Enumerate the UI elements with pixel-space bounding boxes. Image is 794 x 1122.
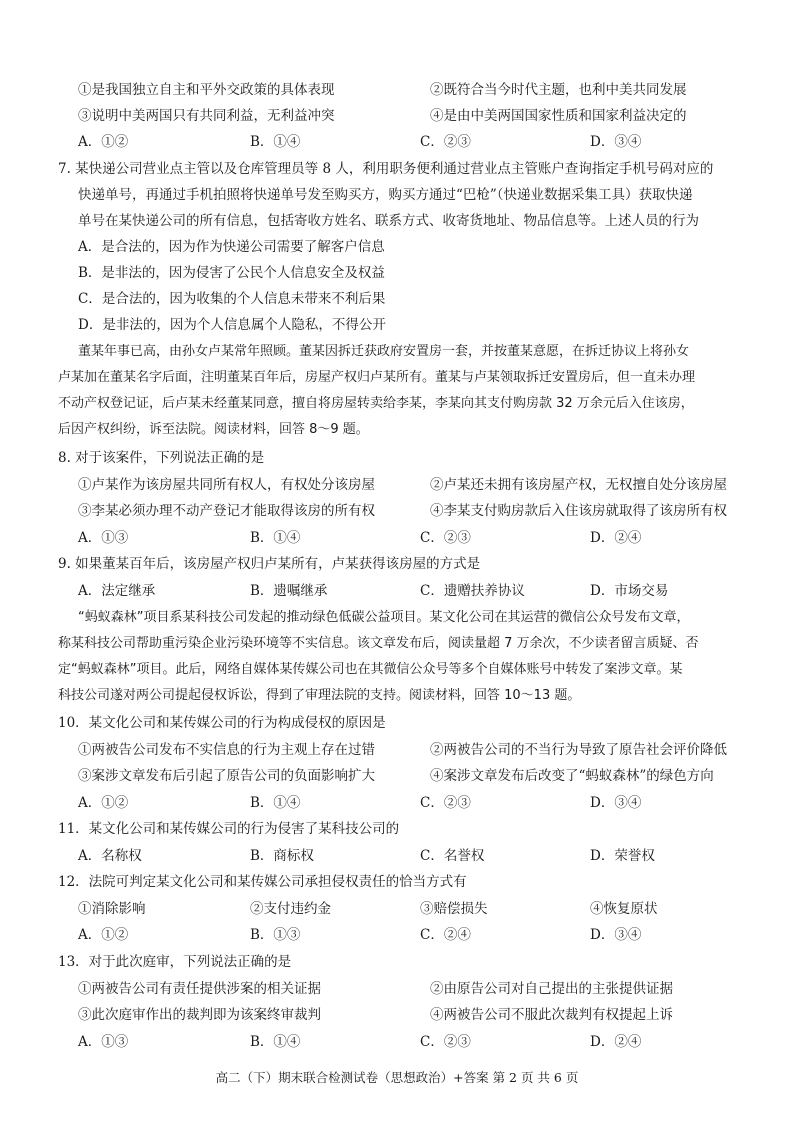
q7-option-a: A．是合法的，因为作为快递公司需要了解客户信息 [78,239,385,255]
q10-option-b: B．①④ [250,795,301,811]
material-1-line-4: 后因产权纠纷，诉至法院。阅读材料，回答 8～9 题。 [58,422,369,437]
q13-option-b: B．①④ [250,1034,301,1050]
q8-option-b: B．①④ [250,530,301,546]
q6-option-c: C．②③ [420,134,471,150]
q12-item-2: ②支付违约金 [250,901,331,917]
q13-option-a: A．①③ [78,1034,129,1050]
q10-statement-2: ②两被告公司的不当行为导致了原告社会评价降低 [430,742,727,758]
q12-option-b: B．①③ [250,927,301,943]
q6-statement-3: ③说明中美两国只有共同利益，无利益冲突 [78,108,335,124]
q7-option-d: D．是非法的，因为个人信息属个人隐私，不得公开 [78,317,386,333]
q7-option-c: C．是合法的，因为收集的个人信息未带来不利后果 [78,291,386,307]
q12-option-c: C．②④ [420,927,471,943]
q7-stem-line-2: 快递单号，再通过手机拍照将快递单号发至购买方，购买方通过“巴枪”（快递业数据采集工具）获取快递 [78,187,693,203]
q11-option-a: A．名称权 [78,848,142,864]
q12-item-3: ③赔偿损失 [420,901,488,917]
q6-statement-4: ④是由中美两国国家性质和国家利益决定的 [430,108,687,124]
q11-option-d: D．荣誉权 [590,848,655,864]
q8-option-d: D．②④ [590,530,642,546]
q6-statement-1: ①是我国独立自主和平外交政策的具体表现 [78,82,335,98]
q8-stem: 8. 对于该案件，下列说法正确的是 [58,450,265,466]
q8-option-a: A．①③ [78,530,129,546]
q10-stem: 10．某文化公司和某传媒公司的行为构成侵权的原因是 [58,715,386,731]
q10-statement-3: ③案涉文章发布后引起了原告公司的负面影响扩大 [78,768,375,784]
q9-option-c: C．遗赠扶养协议 [420,583,525,599]
q10-option-a: A．①② [78,795,129,811]
material-1-line-2: 卢某加在董某名字后面，注明董某百年后，房屋产权归卢某所有。董某与卢某领取拆迁安置房后，但一直未办理 [58,370,696,385]
q12-stem: 12．法院可判定某文化公司和某传媒公司承担侵权责任的恰当方式有 [58,874,467,890]
q13-option-c: C．②③ [420,1034,471,1050]
q8-statement-3: ③李某必须办理不动产登记才能取得该房的所有权 [78,503,375,519]
q7-option-b: B．是非法的，因为侵害了公民个人信息安全及权益 [78,265,385,281]
material-2-line-4: 科技公司遂对两公司提起侵权诉讼，得到了审理法院的支持。阅读材料，回答 10～13 题。 [58,688,581,703]
q6-statement-2: ②既符合当今时代主题，也利中美共同发展 [430,82,687,98]
q10-option-c: C．②③ [420,795,471,811]
q13-statement-1: ①两被告公司有责任提供涉案的相关证据 [78,981,321,997]
q9-option-b: B．遗嘱继承 [250,583,328,599]
q9-option-a: A．法定继承 [78,583,156,599]
q8-statement-4: ④李某支付购房款后入住该房就取得了该房所有权 [430,503,727,519]
q8-option-c: C．②③ [420,530,471,546]
q11-option-b: B．商标权 [250,848,314,864]
q11-stem: 11．某文化公司和某传媒公司的行为侵害了某科技公司的 [58,821,400,837]
q10-option-d: D．③④ [590,795,642,811]
material-2-line-1: “蚂蚁森林”项目系某科技公司发起的推动绿色低碳公益项目。某文化公司在其运营的微信公众号发布文章， [78,610,690,625]
q11-option-c: C．名誉权 [420,848,485,864]
material-1-line-1: 董某年事已高，由孙女卢某常年照顾。董某因拆迁获政府安置房一套，并按董某意愿，在拆迁协议上将孙女 [78,344,690,359]
q13-statement-2: ②由原告公司对自己提出的主张提供证据 [430,981,673,997]
q12-item-4: ④恢复原状 [590,901,658,917]
q10-statement-1: ①两被告公司发布不实信息的行为主观上存在过错 [78,742,375,758]
q7-stem-line-1: 7. 某快递公司营业点主管以及仓库管理员等 8 人，利用职务便利通过营业点主管账户查询指定手机号码对应的 [58,161,714,177]
q8-statement-2: ②卢某还未拥有该房屋产权，无权擅自处分该房屋 [430,477,727,493]
q13-statement-4: ④两被告公司不服此次裁判有权提起上诉 [430,1007,673,1023]
q6-option-b: B．①④ [250,134,301,150]
q12-item-1: ①消除影响 [78,901,146,917]
material-2-line-2: 称某科技公司帮助重污染企业污染环境等不实信息。该文章发布后，阅读量超 7 万余次，不少读者留言质疑、否 [58,636,699,651]
q13-option-d: D．②④ [590,1034,642,1050]
material-2-line-3: 定“蚂蚁森林”项目。此后，网络自媒体某传媒公司也在其微信公众号等多个自媒体账号中转发了案涉文章。某 [58,662,683,677]
q9-option-d: D．市场交易 [590,583,669,599]
q6-option-d: D．③④ [590,134,642,150]
material-1-line-3: 不动产权登记证，后卢某未经董某同意，擅自将房屋转卖给李某，李某向其支付购房款 32 万余元后入住该房， [58,396,694,411]
q6-option-a: A．①② [78,134,129,150]
q13-statement-3: ③此次庭审作出的裁判即为该案终审裁判 [78,1007,321,1023]
q7-stem-line-3: 单号在某快递公司的所有信息，包括寄收方姓名、联系方式、收寄货地址、物品信息等。上述人员的行为 [78,213,699,229]
q12-option-a: A．①② [78,927,129,943]
q9-stem: 9. 如果董某百年后，该房屋产权归卢某所有，卢某获得该房屋的方式是 [58,556,481,572]
q10-statement-4: ④案涉文章发布后改变了“蚂蚁森林”的绿色方向 [430,768,714,784]
page-footer: 高二（下）期末联合检测试卷（思想政治）+答案 第 2 页 共 6 页 [215,1070,579,1085]
q12-option-d: D．③④ [590,927,642,943]
q13-stem: 13．对于此次庭审，下列说法正确的是 [58,954,292,970]
q8-statement-1: ①卢某作为该房屋共同所有权人，有权处分该房屋 [78,477,375,493]
